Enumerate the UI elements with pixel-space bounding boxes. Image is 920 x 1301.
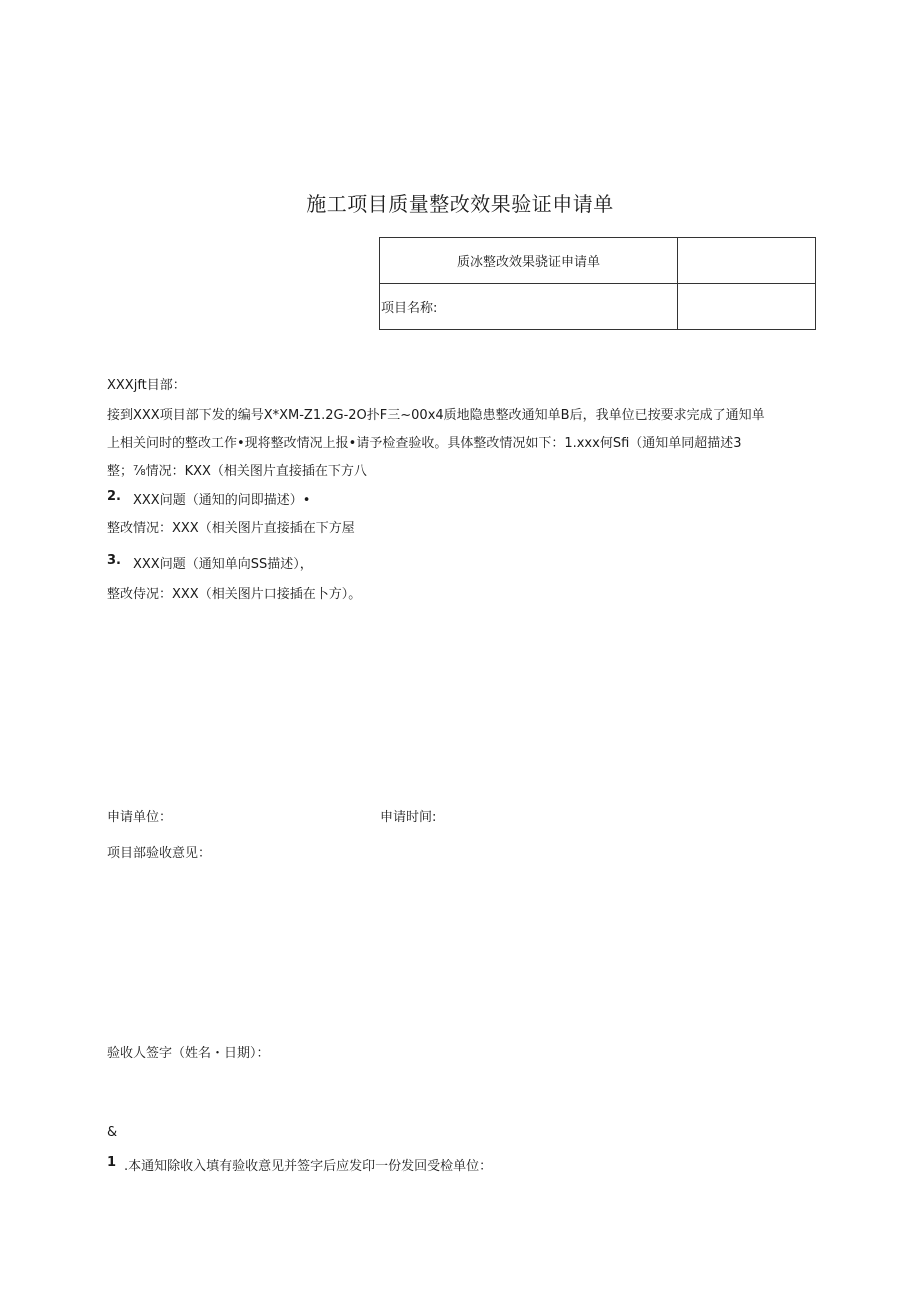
paragraph-line-1: 接到XXX项目部下发的编号X*XM-Z1.2G-2O扑F三~00x4质地隐患整改通知单B后，我单位已按要求完成了通知单 [107, 408, 765, 423]
apply-time-label: 申请时间: [380, 810, 437, 825]
form-name-value-cell [678, 238, 816, 284]
applicant-label: 申请单位： [107, 810, 173, 825]
item-3-text: XXX问题（通知单向SS描述）， [133, 557, 313, 572]
paragraph-line-2: 上相关问时的整改工作•现将整改情况上报•请予检查验收。具体整改情况如下：1.xxx何Sfi（通知单同超描述3 [107, 436, 742, 451]
note-text: .本通知除收入填有验收意见并签字后应发印一份发回受检单位： [124, 1159, 493, 1174]
project-name-cell: 项目名称: [380, 284, 678, 330]
table-row [380, 284, 816, 330]
project-name-value-cell [678, 284, 816, 330]
item-2-status: 整改情况：XXX（相关图片直接插在下方屋 [107, 521, 355, 536]
opinion-label: 项目部验收意见： [107, 846, 212, 861]
note-marker: & [107, 1125, 118, 1140]
form-name-cell: 质冰整改效果骁证申请单 [380, 238, 678, 284]
form-header-table [379, 237, 816, 330]
item-2-number: 2. [107, 489, 121, 504]
salutation: XXXjft目部： [107, 378, 186, 393]
page-title: 施工项目质量整改效果验证申请单 [306, 192, 614, 216]
table-row [380, 238, 816, 284]
note-number: 1 [107, 1155, 117, 1170]
paragraph-line-3: 整；⅞情况：KXX（相关图片直接插在下方八 [107, 464, 367, 479]
item-3-status: 整改侍况：XXX（相关图片口接插在卜方）。 [107, 587, 362, 602]
item-2-text: XXX问题（通知的问即描述）• [133, 493, 311, 508]
signature-label: 验收人签字（姓名・日期）： [107, 1046, 270, 1061]
item-3-number: 3. [107, 553, 121, 568]
